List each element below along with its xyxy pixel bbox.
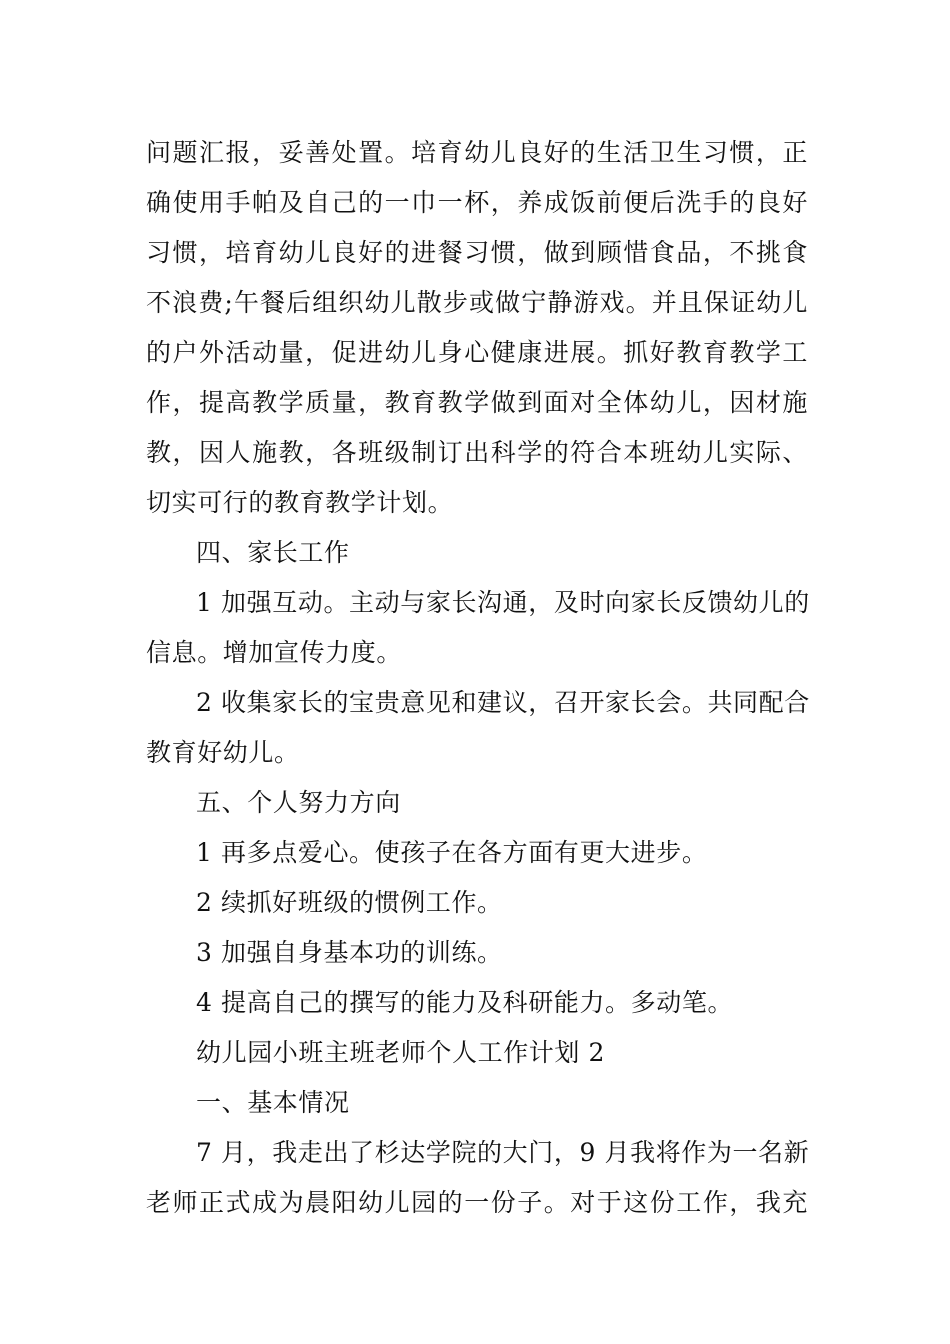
text-line: 7 月，我走出了杉达学院的大门，9 月我将作为一名新: [196, 1138, 810, 1167]
section-heading: 一、基本情况: [196, 1088, 350, 1117]
text-line: 2 收集家长的宝贵意见和建议，召开家长会。共同配合: [196, 688, 810, 717]
text-line: 确使用手帕及自己的一巾一杯，养成饭前便后洗手的良好: [146, 188, 808, 217]
text-line: 不浪费;午餐后组织幼儿散步或做宁静游戏。并且保证幼儿: [146, 288, 808, 317]
text-line: 信息。增加宣传力度。: [146, 638, 403, 667]
text-line: 教育好幼儿。: [146, 738, 300, 767]
section-heading: 四、家长工作: [196, 538, 350, 567]
list-item: 3 加强自身基本功的训练。: [196, 938, 503, 967]
text-line: 教，因人施教，各班级制订出科学的符合本班幼儿实际、: [146, 438, 808, 467]
text-line: 老师正式成为晨阳幼儿园的一份子。对于这份工作，我充: [146, 1188, 808, 1217]
list-item: 4 提高自己的撰写的能力及科研能力。多动笔。: [196, 988, 734, 1017]
text-line: 切实可行的教育教学计划。: [146, 488, 454, 517]
section-heading: 五、个人努力方向: [196, 788, 401, 817]
text-line: 习惯，培育幼儿良好的进餐习惯，做到顾惜食品，不挑食: [146, 238, 808, 267]
list-item: 2 续抓好班级的惯例工作。: [196, 888, 503, 917]
text-line: 的户外活动量，促进幼儿身心健康进展。抓好教育教学工: [146, 338, 808, 367]
document-title: 幼儿园小班主班老师个人工作计划 2: [196, 1038, 606, 1067]
text-line: 1 加强互动。主动与家长沟通，及时向家长反馈幼儿的: [196, 588, 810, 617]
list-item: 1 再多点爱心。使孩子在各方面有更大进步。: [196, 838, 708, 867]
text-line: 作，提高教学质量，教育教学做到面对全体幼儿，因材施: [146, 388, 808, 417]
text-line: 问题汇报，妥善处置。培育幼儿良好的生活卫生习惯，正: [146, 138, 808, 167]
document-body: [146, 128, 808, 1228]
